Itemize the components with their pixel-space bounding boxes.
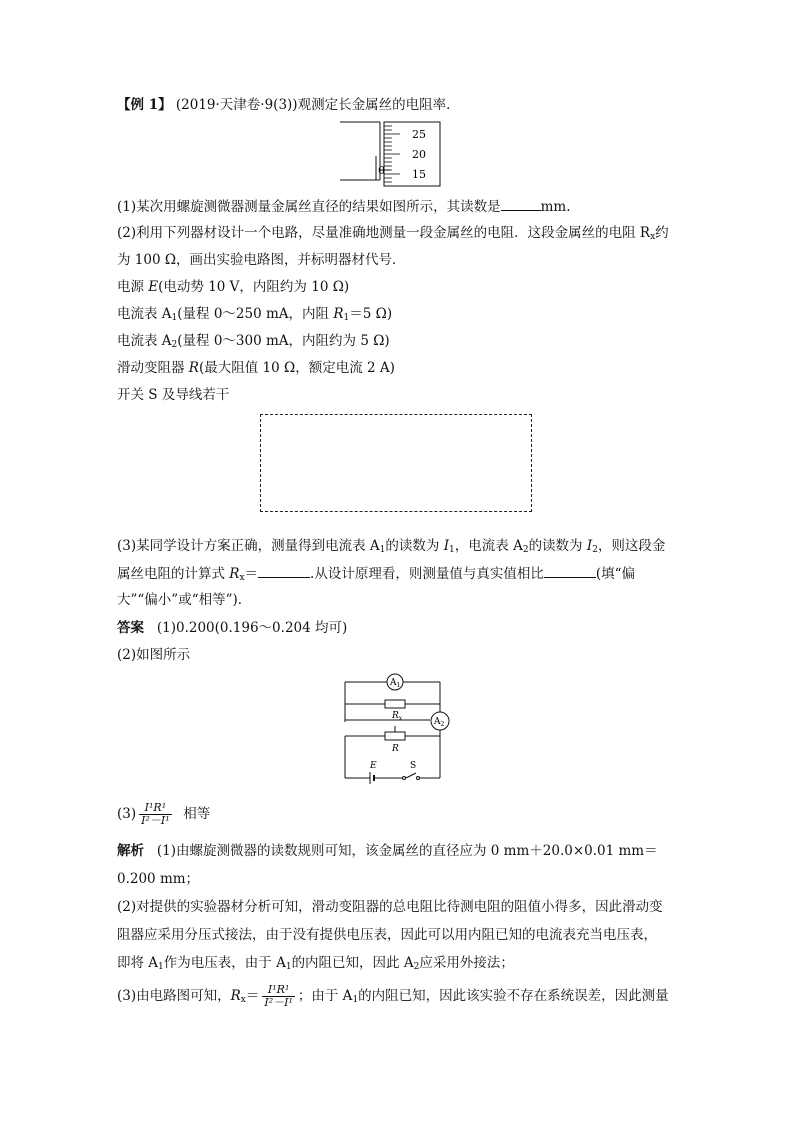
analysis-text: 0.200 mm； [117,871,200,887]
analysis-sub: 1 [285,962,292,972]
equipment-item [117,331,390,355]
answer-blank [501,196,541,211]
q3-text: ，则这段金 [597,538,666,554]
question-3-line-3 [117,590,251,610]
analysis-text: 的内阻已知，因此 A [291,955,414,971]
analysis-text: 的内阻已知，因此该实验不存在系统误差，因此测量 [358,988,669,1004]
analysis-text: 阻器应采用分压式接法，由于没有提供电压表，因此可以用内阻已知的电流表充当电压表， [117,927,657,943]
item-sub: 2 [171,340,178,350]
item-text: 电源 [117,279,149,295]
item-text: (最大阻值 10 Ω，额定电流 2 A) [198,360,395,376]
emf-label: E [370,761,377,771]
analysis-text: 即将 A [117,955,159,971]
analysis-text: (2)对提供的实验器材分析可知，滑动变阻器的总电阻比待测电阻的阻值小得多，因此滑动变 [117,899,663,915]
question-3-line-2 [117,563,635,588]
micrometer-label-25: 25 [412,128,426,141]
micrometer-figure [340,120,450,188]
analysis-sub: 1 [352,995,359,1005]
rx-label: $R_x$ [392,711,403,722]
circuit-drawing-area [260,414,532,512]
item-text: 滑动变阻器 [117,360,189,376]
q3-text: 大”“偏小”或“相等”)． [117,592,252,608]
answer-line-1 [117,618,347,638]
q2-sub: x [650,232,656,242]
item-var: R [333,306,344,322]
formula-den: I²－I¹ [264,996,293,1009]
analysis-line-3 [117,897,663,917]
example-source: (2019·天津卷·9(3))观测定长金属丝的电阻率． [175,97,460,113]
item-var: E [148,279,159,295]
ammeter-a1-label: $A_1$ [390,678,401,689]
equipment-item [117,358,395,378]
analysis-line-6: (3)由电路图可知，$R_x=$ $\frac{\text{I¹R¹}}{\text{I²－I¹}}$ ；由于 $A_1$的内阻已知，因此该实验不存在系统误差，因此测量 [117,983,669,1009]
item-text: 电流表 A [117,333,172,349]
analysis-sub: 1 [158,962,164,972]
analysis-text: (3)由电路图可知， [117,988,231,1004]
q3-text: .从设计原理看，则测量值与真实值相比 [310,566,544,582]
analysis-formula [262,984,295,1009]
micrometer-label-20: 20 [412,148,426,161]
analysis-line-1 [117,841,658,861]
analysis-line-4 [117,925,657,945]
rheostat-label: R [392,744,399,754]
item-var: R [188,360,199,376]
equipment-item [117,277,349,297]
analysis-text: ；由于 A [297,988,353,1004]
q2-text-2: 为 100 Ω，画出实验电路图，并标明器材代号． [117,252,406,268]
analysis-line-2 [117,869,199,889]
answer-3-prefix: (3) [117,806,137,822]
micrometer-zero: 0 [378,164,385,177]
q3-sub: 2 [592,545,598,555]
answer-blank [544,563,596,578]
switch-label: S [410,761,417,771]
q3-text: (填“偏 [595,566,636,582]
item-text: 电流表 A [117,306,172,322]
formula-den: I²－I¹ [141,814,170,827]
question-2-line-2 [117,250,406,270]
answer-blank [258,563,310,578]
circuit-diagram [340,670,460,788]
q2-text-1: (2)利用下列器材设计一个电路，尽量准确地测量一段金属丝的电阻．这段金属丝的电阻 R [117,225,651,241]
question-1 [117,196,571,217]
item-text: (量程 0～250 mA，内阻 [177,306,334,322]
answer-3-suffix: 相等 [183,806,211,822]
q3-text: ，电流表 A [454,538,523,554]
item-text: 开关 S 及导线若干 [117,387,230,403]
analysis-text: 应采用外接法； [419,955,514,971]
item-text: (量程 0～300 mA，内阻约为 5 Ω) [177,333,390,349]
q3-text: 的读数为 [385,538,444,554]
micrometer-label-15: 15 [412,168,426,181]
item-sub: 1 [343,313,350,323]
question-3-line-1 [117,536,665,560]
analysis-sub: 2 [413,962,420,972]
q2-text-1-end: 约 [655,225,669,241]
example-header [117,95,460,115]
formula-num: I¹R¹ [139,802,172,815]
q3-text: (3)某同学设计方案正确，测量得到电流表 A [117,538,380,554]
item-sub: 1 [171,313,178,323]
q3-sub: 2 [522,545,529,555]
analysis-text: 作为电压表，由于 A [163,955,286,971]
item-text: ＝5 Ω) [349,306,393,322]
analysis-text: (1)由螺旋测微器的读数规则可知，该金属丝的直径应为 0 mm＋20.0×0.01 mm＝ [156,843,658,859]
analysis-sub: x [240,995,246,1005]
q3-var: R [229,566,240,582]
q1-unit: mm. [540,199,571,215]
analysis-label: 解析 [117,843,144,859]
answer-label: 答案 [117,620,144,636]
analysis-var: R [230,988,241,1004]
q3-text: 的读数为 [528,538,587,554]
equipment-item [117,385,229,405]
answer-line-2 [117,645,190,665]
q3-sub: 1 [449,545,455,555]
question-2-line-1 [117,223,669,247]
answer-line-3 [117,802,210,827]
q1-text: (1)某次用螺旋测微器测量金属丝直径的结果如图所示，其读数是 [117,199,501,215]
q3-sub: x [239,573,245,583]
ammeter-a2-label: $A_2$ [434,717,445,728]
q3-sub: 1 [379,545,386,555]
analysis-line-5 [117,953,514,977]
answer-1: (1)0.200(0.196～0.204 均可) [156,620,348,636]
example-tag: 【例 1】 [117,97,172,113]
q3-var: I [443,538,450,554]
q3-var: I [586,538,593,554]
equipment-item [117,304,392,328]
answer-3-formula [139,802,172,827]
item-text: (电动势 10 V，内阻约为 10 Ω) [158,279,350,295]
q3-text: ＝ [244,566,259,582]
q3-text: 属丝电阻的计算式 [117,566,230,582]
formula-num: I¹R¹ [262,984,295,997]
answer-2: (2)如图所示 [117,647,191,663]
